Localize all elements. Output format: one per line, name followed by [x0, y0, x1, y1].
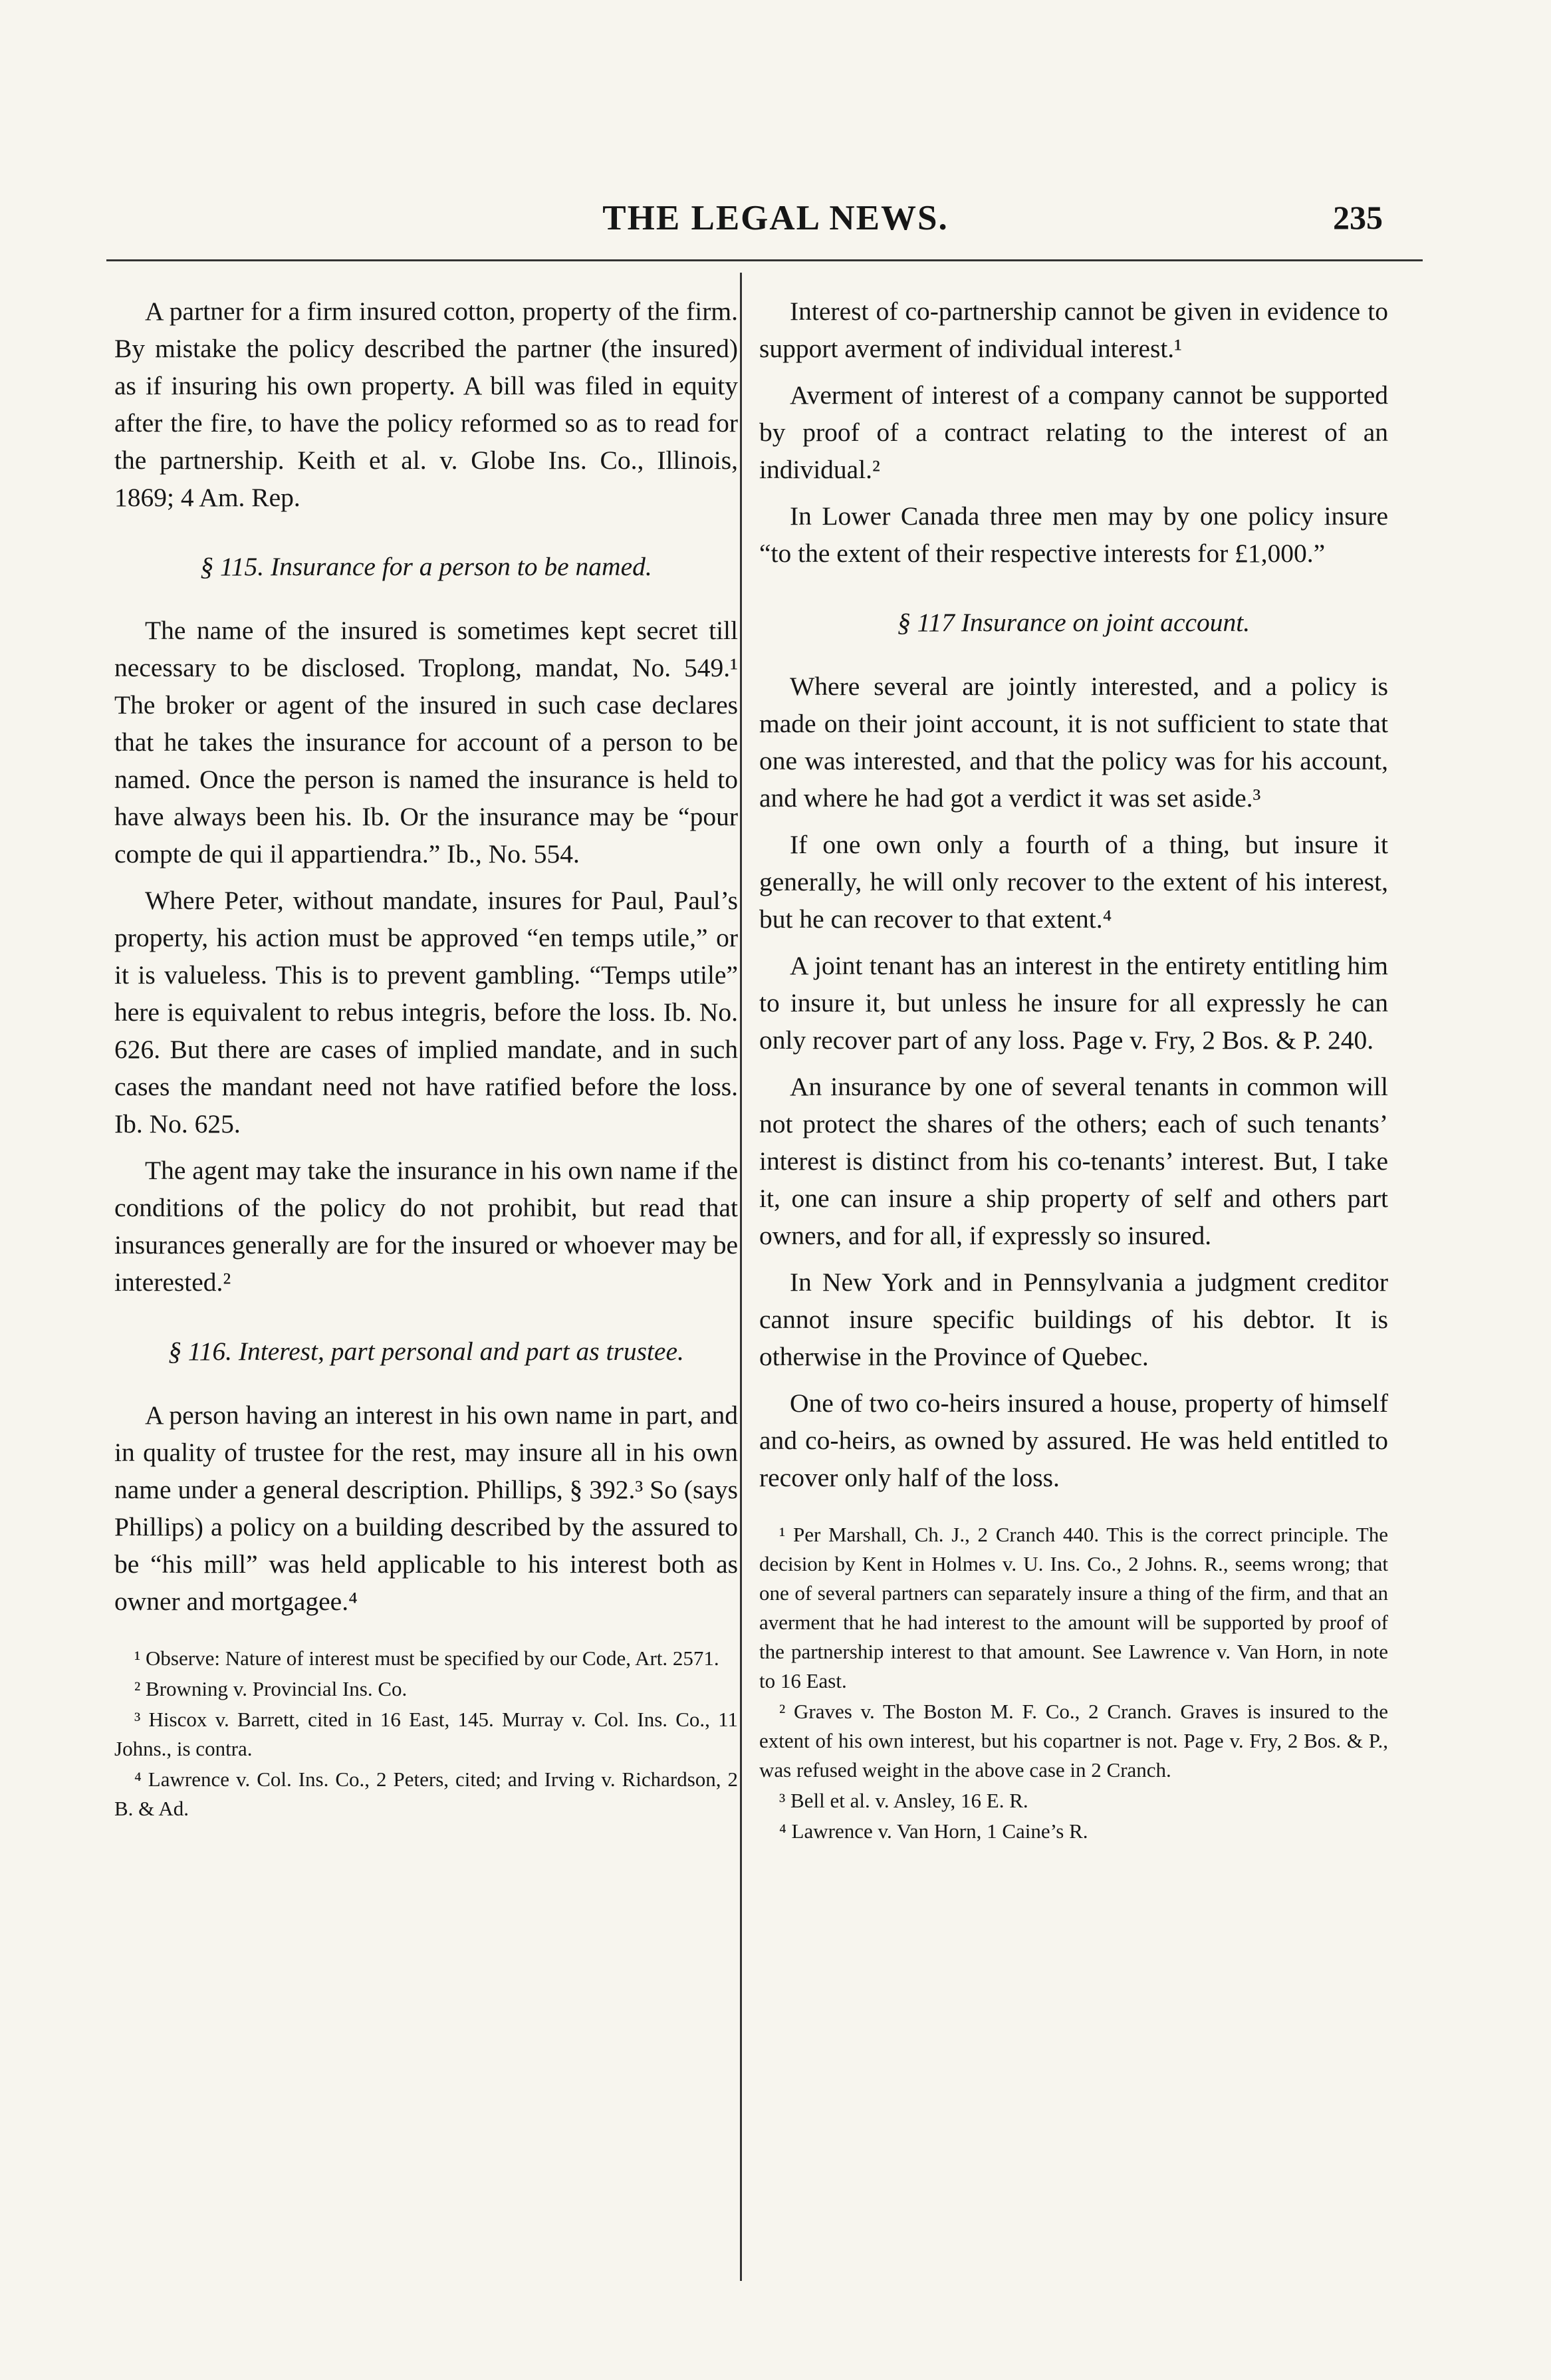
left-column: [114, 293, 738, 1825]
right-paragraph-5: If one own only a fourth of a thing, but insure it generally, he will only recover to the extent of his interest, but he can recover to that extent.⁴: [759, 830, 1388, 934]
section-116-title: § 116. Interest, part personal and part as trustee.: [168, 1337, 684, 1366]
left-footnote-2: ² Browning v. Provincial Ins. Co.: [134, 1677, 408, 1700]
left-paragraph-4: The agent may take the insurance in his own name if the conditions of the policy do not prohibit, but read that insurances generally are for the insured or whoever may be interested.²: [114, 1156, 738, 1297]
section-heading-115: [114, 548, 738, 585]
left-paragraph-3: Where Peter, without mandate, insures for Paul, Paul’s property, his action must be approved “en temps utile,” or it is valueless. This is to prevent gambling. “Temps utile” here is equivalent to rebus integris, before the loss. Ib. No. 626. But there are cases of implied mandate, and in such cases the mandant need not have ratified before the loss. Ib. No. 625.: [114, 886, 738, 1138]
section-115-title: § 115. Insurance for a person to be named.: [200, 552, 652, 581]
left-footnote-4: ⁴ Lawrence v. Col. Ins. Co., 2 Peters, cited; and Irving v. Richardson, 2 B. & Ad.: [114, 1768, 738, 1820]
section-heading-116: [114, 1333, 738, 1370]
left-footnote-1: ¹ Observe: Nature of interest must be specified by our Code, Art. 2571.: [134, 1647, 719, 1670]
running-header-title: THE LEGAL NEWS.: [602, 199, 949, 237]
right-footnote-1: ¹ Per Marshall, Ch. J., 2 Cranch 440. This is the correct principle. The decision by Kent in Holmes v. U. Ins. Co., 2 Johns. R., seems wrong; that one of several partners can separately insure a thing of the firm, and that an averment that he had interest to the amount will be supported by proof of the partnership interest to that amount. See Lawrence v. Van Horn, in note to 16 East.: [759, 1523, 1388, 1692]
right-paragraph-8: In New York and in Pennsylvania a judgment creditor cannot insure specific buildings of his debtor. It is otherwise in the Province of Quebec.: [759, 1267, 1388, 1371]
right-paragraph-1: Interest of co-partnership cannot be given in evidence to support averment of individual interest.¹: [759, 297, 1388, 363]
right-paragraph-2: Averment of interest of a company cannot be supported by proof of a contract relating to the interest of an individual.²: [759, 380, 1388, 484]
left-footnotes: [114, 1644, 738, 1823]
header-rule: [106, 259, 1423, 261]
right-footnote-3: ³ Bell et al. v. Ansley, 16 E. R.: [779, 1789, 1028, 1812]
left-footnote-3: ³ Hiscox v. Barrett, cited in 16 East, 145. Murray v. Col. Ins. Co., 11 Johns., is contra.: [114, 1708, 738, 1760]
right-footnote-2: ² Graves v. The Boston M. F. Co., 2 Cranch. Graves is insured to the extent of his own interest, but his copartner is not. Page v. Fry, 2 Bos. & P., was refused weight in the above case in 2 Cranch.: [759, 1700, 1388, 1782]
right-paragraph-9: One of two co-heirs insured a house, property of himself and co-heirs, as owned by assured. He was held entitled to recover only half of the loss.: [759, 1388, 1388, 1492]
section-heading-117: [759, 604, 1388, 641]
right-paragraph-4: Where several are jointly interested, and a policy is made on their joint account, it is not sufficient to state that one was interested, and that the policy was for his account, and where he had got a verdict it was set aside.³: [759, 672, 1388, 813]
column-divider: [740, 273, 742, 2281]
right-footnotes: [759, 1520, 1388, 1846]
right-paragraph-3: In Lower Canada three men may by one policy insure “to the extent of their respective interests for £1,000.”: [759, 501, 1388, 568]
right-column: [759, 293, 1388, 1847]
right-paragraph-7: An insurance by one of several tenants in common will not protect the shares of the others; each of such tenants’ interest is distinct from his co-tenants’ interest. But, I take it, one can insure a ship property of self and others part owners, and for all, if expressly so insured.: [759, 1072, 1388, 1250]
right-footnote-4: ⁴ Lawrence v. Van Horn, 1 Caine’s R.: [779, 1819, 1088, 1843]
page-number: 235: [1333, 199, 1383, 236]
left-paragraph-5: A person having an interest in his own name in part, and in quality of trustee for the rest, may insure all in his own name under a general description. Phillips, § 392.³ So (says Phillips) a policy on a building described by the assured to be “his mill” was held applicable to his interest both as owner and mortgagee.⁴: [114, 1400, 738, 1616]
right-paragraph-6: A joint tenant has an interest in the entirety entitling him to insure it, but unless he insure for all expressly he can only recover part of any loss. Page v. Fry, 2 Bos. & P. 240.: [759, 951, 1388, 1055]
left-paragraph-2: The name of the insured is sometimes kept secret till necessary to be disclosed. Troplong, mandat, No. 549.¹ The broker or agent of the insured in such case declares that he takes the insurance for account of a person to be named. Once the person is named the insurance is held to have always been his. Ib. Or the insurance may be “pour compte de qui il appartiendra.” Ib., No. 554.: [114, 616, 738, 868]
section-117-title: § 117 Insurance on joint account.: [897, 608, 1251, 637]
left-paragraph-1: A partner for a firm insured cotton, property of the firm. By mistake the policy described the partner (the insured) as if insuring his own property. A bill was filed in equity after the fire, to have the policy reformed so as to read for the partnership. Keith et al. v. Globe Ins. Co., Illinois, 1869; 4 Am. Rep.: [114, 297, 738, 512]
